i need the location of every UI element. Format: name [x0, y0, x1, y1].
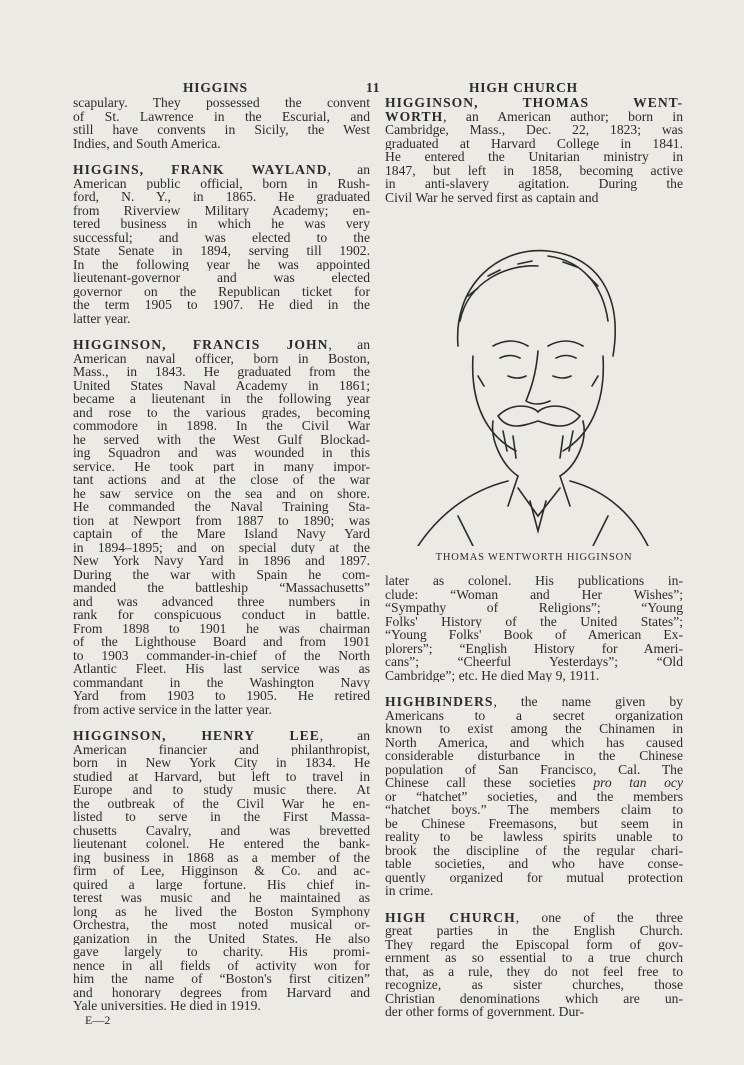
text-line	[73, 527, 370, 541]
line-text: tion at Newport from 1887 to 1890; was	[73, 513, 370, 527]
text-line	[73, 770, 370, 784]
line-text: from active service in the latter year.	[73, 702, 272, 716]
running-head-left: HIGGINS	[183, 80, 248, 95]
line-text: commodore in 1898. In the Civil War	[73, 419, 370, 433]
line-text: from Riverview Military Academy; en-	[73, 203, 370, 217]
line-text: State Senate in 1894, serving till 1902.	[73, 244, 370, 258]
entry-paragraph	[73, 163, 370, 325]
text-line	[73, 96, 370, 110]
line-text: successful; and was elected to the	[73, 230, 370, 244]
line-text: firm of Lee, Higginson & Co. and ac-	[73, 864, 370, 878]
entry-headword: HIGGINSON, THOMAS WENT-	[385, 96, 683, 110]
line-text: manded the battleship “Massachusetts”	[73, 581, 370, 595]
line-text: , an American author; born in	[443, 109, 683, 123]
line-text: United States Naval Academy in 1861;	[73, 378, 370, 392]
line-text: der other forms of government. Dur-	[385, 1005, 585, 1019]
italic-term: pro tan ocy	[593, 776, 683, 790]
line-text: born in New York City in 1834. He	[73, 756, 370, 770]
line-text: New York Navy Yard in 1896 and 1897.	[73, 554, 370, 568]
line-text: captain of the Mare Island Navy Yard	[73, 527, 370, 541]
text-line	[73, 231, 370, 245]
text-line	[73, 622, 370, 636]
text-line	[385, 776, 683, 790]
text-line	[73, 379, 370, 393]
text-line	[385, 695, 683, 709]
text-line	[73, 918, 370, 932]
line-text: Indies, and South America.	[73, 136, 221, 150]
line-text: governor on the Republican ticket for	[73, 284, 370, 298]
text-line	[73, 568, 370, 582]
line-text: “Sympathy of Religions”; “Young	[385, 601, 683, 615]
line-text: ing business in 1868 as a member of the	[73, 850, 370, 864]
text-line	[73, 689, 370, 703]
text-line	[73, 258, 370, 272]
line-text: listed to serve in the First Massa-	[73, 810, 370, 824]
text-line	[73, 137, 370, 151]
text-line	[73, 945, 370, 959]
text-line	[73, 824, 370, 838]
line-text: cans”; “Cheerful Yesterdays”; “Old	[385, 655, 683, 669]
text-line	[73, 635, 370, 649]
line-text: Orchestra, the most noted musical or-	[73, 918, 370, 932]
text-line	[73, 352, 370, 366]
entry-headword: WORTH	[385, 109, 444, 123]
text-line	[385, 817, 683, 831]
line-text: ernment as so essential to a true church	[385, 951, 683, 965]
text-line	[73, 514, 370, 528]
text-line	[385, 110, 683, 124]
line-text: , an	[319, 729, 370, 743]
entry-paragraph	[73, 96, 370, 150]
text-line	[73, 905, 370, 919]
line-text: “hatchet boys.” The members claim to	[385, 803, 683, 817]
entry-paragraph	[73, 729, 370, 1013]
text-line	[385, 844, 683, 858]
text-line	[73, 338, 370, 352]
text-line	[385, 709, 683, 723]
line-text: ganization in the United States. He also	[73, 931, 370, 945]
entry-paragraph	[385, 695, 683, 898]
line-text: that, as a rule, they do not feel free to	[385, 964, 683, 978]
line-text: ford, N. Y., in 1865. He graduated	[73, 190, 370, 204]
line-text: ing Squadron and was wounded in this	[73, 446, 370, 460]
text-line	[385, 96, 683, 110]
line-text: quently organized for mutual protection	[385, 870, 683, 884]
line-text: He entered the Unitarian ministry in	[385, 150, 683, 164]
line-text: nence in all fields of activity won for	[73, 958, 370, 972]
line-text: From 1898 to 1901 he was chairman	[73, 621, 370, 635]
text-line	[73, 851, 370, 865]
line-text: lieutenant-governor and was elected	[73, 271, 370, 285]
line-text: Yard from 1903 to 1905. He retired	[73, 689, 370, 703]
line-text: Americans to a secret organization	[385, 708, 683, 722]
text-line	[385, 588, 683, 602]
line-text: During the war with Spain he com-	[73, 567, 370, 581]
entry-paragraph	[385, 574, 683, 682]
line-text: long as he lived the Boston Symphony	[73, 904, 370, 918]
portrait-illustration	[398, 226, 656, 546]
line-text: American naval officer, born in Boston,	[73, 351, 370, 365]
text-line	[73, 244, 370, 258]
entry-paragraph	[73, 338, 370, 716]
text-line	[73, 581, 370, 595]
line-text: him the name of “Boston's first citizen”	[73, 972, 370, 986]
line-text: quired a large fortune. His chief in-	[73, 877, 370, 891]
entry-headword: HIGH CHURCH	[385, 910, 516, 924]
line-text: the outbreak of the Civil War he en-	[73, 796, 370, 810]
text-line	[73, 460, 370, 474]
text-line	[385, 884, 683, 898]
line-text: chusetts Cavalry, and was brevetted	[73, 823, 370, 837]
line-text: the term 1905 to 1907. He died in the	[73, 298, 370, 312]
text-line	[73, 541, 370, 555]
line-text: he saw service on the sea and on shore.	[73, 486, 370, 500]
line-text: American financier and philanthropist,	[73, 742, 370, 756]
line-text: recognize, as sister churches, those	[385, 978, 683, 992]
text-line	[73, 783, 370, 797]
entry-headword: HIGHBINDERS	[385, 695, 494, 709]
text-line	[73, 959, 370, 973]
text-line	[73, 365, 370, 379]
line-text: rank for conspicuous conduct in battle.	[73, 608, 370, 622]
text-line	[385, 615, 683, 629]
text-line	[385, 574, 683, 588]
page-number: 11	[366, 80, 381, 95]
text-line	[73, 608, 370, 622]
text-line	[385, 736, 683, 750]
line-text: American public official, born in Rush-	[73, 176, 370, 190]
text-line	[73, 878, 370, 892]
line-text: great parties in the English Church.	[385, 924, 683, 938]
text-line	[385, 830, 683, 844]
line-text: commandant in the Washington Navy	[73, 675, 370, 689]
line-text: Chinese call these societies	[385, 776, 594, 790]
line-text: to 1903 commander-in-chief of the North	[73, 648, 370, 662]
line-text: , an	[327, 163, 370, 177]
line-text: Christian denominations which are un-	[385, 991, 683, 1005]
running-head-right: HIGH CHURCH	[469, 80, 578, 95]
line-text: , an	[328, 338, 370, 352]
text-line	[73, 932, 370, 946]
line-text: known to exist among the Chinamen in	[385, 722, 683, 736]
text-line	[73, 217, 370, 231]
text-line	[73, 797, 370, 811]
line-text: in anti-slavery agitation. During the	[385, 177, 683, 191]
line-text: Cambridge”; etc. He died May 9, 1911.	[385, 668, 600, 682]
text-line	[73, 554, 370, 568]
text-line	[385, 164, 683, 178]
line-text: considerable disturbance in the Chinese	[385, 749, 683, 763]
text-line	[73, 392, 370, 406]
text-line	[73, 729, 370, 743]
text-line	[385, 871, 683, 885]
text-line	[385, 669, 683, 683]
line-text: 1847, but left in 1858, becoming active	[385, 163, 683, 177]
text-line	[385, 655, 683, 669]
text-line	[385, 951, 683, 965]
text-line	[385, 150, 683, 164]
portrait-caption: THOMAS WENTWORTH HIGGINSON	[435, 552, 633, 563]
text-line	[73, 190, 370, 204]
line-text: lieutenant colonel. He entered the bank-	[73, 837, 370, 851]
entry-paragraph	[385, 911, 683, 1019]
line-text: tered business in which he was very	[73, 217, 370, 231]
line-text: Civil War he served first as captain and	[385, 190, 599, 204]
line-text: reality to be lawless spirits unable to	[385, 830, 683, 844]
line-text: in 1894–1895; and on special duty at the	[73, 540, 370, 554]
entry-headword: HIGGINSON, FRANCIS JOHN	[73, 338, 329, 352]
line-text: service. He took part in many impor-	[73, 459, 370, 473]
line-text: studied at Harvard, but left to travel in	[73, 769, 370, 783]
line-text: , one of the three	[515, 910, 683, 924]
line-text: of the Lighthouse Board and from 1901	[73, 635, 370, 649]
text-line	[73, 986, 370, 1000]
line-text: He commanded the Naval Training Sta-	[73, 500, 370, 514]
text-line	[73, 487, 370, 501]
line-text: Yale universities. He died in 1919.	[73, 999, 261, 1013]
line-text: and was advanced three numbers in	[73, 594, 370, 608]
text-line	[385, 924, 683, 938]
line-text: table societies, and who have conse-	[385, 857, 683, 871]
right-column-top	[385, 96, 683, 217]
text-line	[385, 123, 683, 137]
text-line	[73, 204, 370, 218]
line-text: scapulary. They possessed the convent	[73, 96, 370, 110]
line-text: in crime.	[385, 884, 434, 898]
line-text: clude: “Woman and Her Wishes”;	[385, 587, 683, 601]
text-line	[73, 271, 370, 285]
text-line	[385, 790, 683, 804]
text-line	[73, 406, 370, 420]
text-line	[73, 177, 370, 191]
text-line	[385, 601, 683, 615]
text-line	[385, 1005, 683, 1019]
text-line	[73, 703, 370, 717]
text-line	[73, 433, 370, 447]
line-text: and honorary degrees from Harvard and	[73, 985, 370, 999]
text-line	[385, 803, 683, 817]
signature-mark: E—2	[85, 1012, 111, 1027]
text-line	[385, 978, 683, 992]
text-line	[385, 137, 683, 151]
text-line	[73, 500, 370, 514]
right-column-bottom	[385, 574, 683, 1032]
line-text: became a lieutenant in the following year	[73, 392, 370, 406]
line-text: Cambridge, Mass., Dec. 22, 1823; was	[385, 123, 683, 137]
text-line	[73, 110, 370, 124]
text-line	[385, 763, 683, 777]
line-text: They regard the Episcopal form of gov-	[385, 937, 683, 951]
line-text: plorers”; “English History for Ameri-	[385, 641, 683, 655]
entry-headword: HIGGINSON, HENRY LEE	[73, 729, 320, 743]
left-column	[73, 96, 370, 1027]
text-line	[385, 191, 683, 205]
line-text: population of San Francisco, Cal. The	[385, 762, 683, 776]
line-text: of St. Lawrence in the Escurial, and	[73, 109, 370, 123]
text-line	[73, 649, 370, 663]
text-line	[73, 298, 370, 312]
text-line	[385, 628, 683, 642]
text-line	[73, 419, 370, 433]
text-line	[73, 756, 370, 770]
line-text: “Young Folks' Book of American Ex-	[385, 628, 683, 642]
text-line	[385, 722, 683, 736]
text-line	[385, 177, 683, 191]
text-line	[73, 285, 370, 299]
line-text: graduated at Harvard College in 1841.	[385, 136, 683, 150]
text-line	[385, 992, 683, 1006]
text-line	[73, 676, 370, 690]
text-line	[73, 662, 370, 676]
text-line	[73, 810, 370, 824]
text-line	[73, 864, 370, 878]
text-line	[73, 891, 370, 905]
text-line	[385, 749, 683, 763]
line-text: Mass., in 1843. He graduated from the	[73, 365, 370, 379]
line-text: Folks' History of the United States”;	[385, 614, 683, 628]
text-line	[73, 743, 370, 757]
text-line	[385, 857, 683, 871]
line-text: , the name given by	[493, 695, 683, 709]
entry-headword: HIGGINS, FRANK WAYLAND	[73, 163, 328, 177]
text-line	[385, 911, 683, 925]
line-text: or “hatchet” societies, and the members	[385, 789, 683, 803]
text-line	[385, 642, 683, 656]
line-text: still have convents in Sicily, the West	[73, 123, 370, 137]
entry-paragraph	[385, 96, 683, 204]
line-text: gave largely to charity. His promi-	[73, 945, 370, 959]
line-text: later as colonel. His publications in-	[385, 574, 683, 588]
line-text: North America, and which has caused	[385, 735, 683, 749]
text-line	[73, 473, 370, 487]
line-text: and rose to the various grades, becoming	[73, 405, 370, 419]
text-line	[73, 446, 370, 460]
text-line	[385, 938, 683, 952]
text-line	[73, 595, 370, 609]
line-text: be Chinese Freemasons, but seem in	[385, 816, 683, 830]
line-text: latter year.	[73, 311, 131, 325]
line-text: In the following year he was appointed	[73, 257, 370, 271]
line-text: Europe and to study music there. At	[73, 783, 370, 797]
text-line	[73, 123, 370, 137]
text-line	[73, 163, 370, 177]
text-line	[73, 837, 370, 851]
text-line	[73, 972, 370, 986]
line-text: he served with the West Gulf Blockad-	[73, 432, 370, 446]
text-line	[73, 312, 370, 326]
line-text: tant actions and at the close of the war	[73, 473, 370, 487]
text-line	[385, 965, 683, 979]
line-text: brook the discipline of the regular chari-	[385, 843, 683, 857]
text-line	[73, 999, 370, 1013]
line-text: Atlantic Fleet. His last service was as	[73, 662, 370, 676]
line-text: terest was music and he maintained as	[73, 891, 370, 905]
